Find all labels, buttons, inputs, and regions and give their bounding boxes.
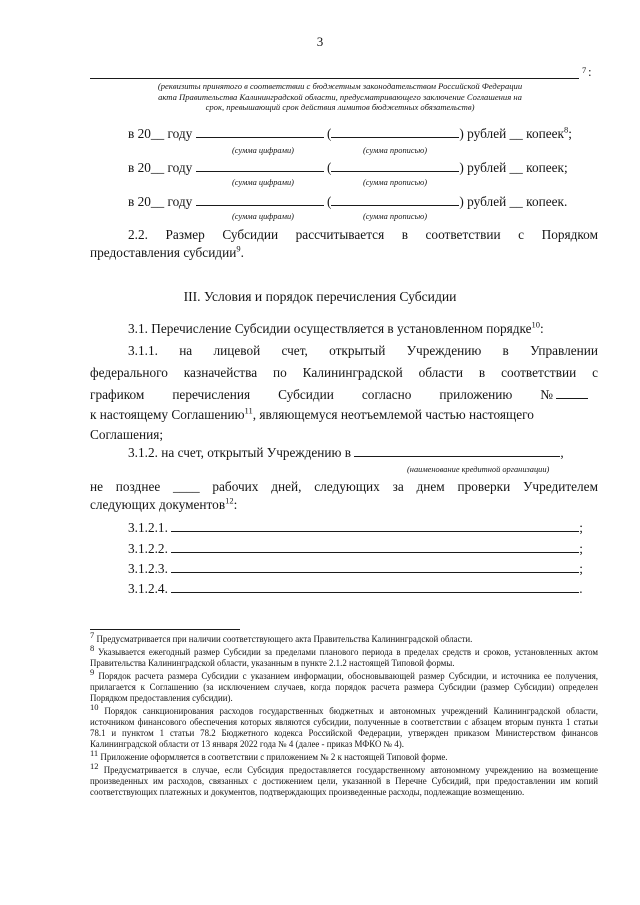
page-number: 3	[316, 34, 324, 49]
year-row-open: (	[326, 194, 332, 209]
footnote: $^{11}$ Приложение оформляется в соответствии с приложением № 2 к настоящей Типовой форме.	[90, 748, 448, 762]
year-row-tail: ) рублей __ копеек;	[459, 160, 568, 175]
credit-organization-field[interactable]	[354, 443, 560, 457]
paragraph-2-2-line: предоставления субсидии$^9$.	[90, 243, 244, 260]
footnote-ref-7: 7	[582, 65, 587, 75]
amount-digits-field[interactable]	[196, 158, 324, 172]
footnote-ref-8: 8	[563, 124, 569, 135]
year-row-open: (	[326, 126, 332, 141]
caption-digits: (сумма цифрами)	[232, 146, 294, 155]
amount-words-field[interactable]	[331, 158, 459, 172]
paragraph-3-1-1-line: к настоящему Соглашению$^{11}$, являющемуся неотъемлемой частью настоящего	[90, 405, 534, 422]
paragraph-3-1-1-line: 3.1.1. на лицевой счет, открытый Учреждению в Управлении	[128, 343, 598, 358]
document-item-field[interactable]	[171, 518, 579, 532]
paragraph-3-1-1-line: федерального казначейства по Калининградской области в соответствии с	[90, 365, 598, 380]
document-item: 3.1.2.2. ;	[128, 541, 583, 556]
caption-words: (сумма прописью)	[363, 212, 428, 221]
document-item: 3.1.2.1. ;	[128, 520, 583, 535]
footnote-mark: 9	[90, 667, 95, 678]
requisites-caption-line: (реквизиты принятого в соответствии с бюджетным законодательством Российской Федерации	[157, 81, 523, 91]
credit-organization-caption: (наименование кредитной организации)	[407, 465, 550, 474]
document-item-field[interactable]	[171, 579, 579, 593]
year-row-tail: ) рублей __ копеек	[459, 126, 564, 141]
footnote: $^7$ Предусматривается при наличии соответствующего акта Правительства Калининградской области.	[90, 630, 473, 644]
footnote-mark: 12	[90, 761, 99, 772]
document-item-field[interactable]	[171, 539, 579, 553]
requisites-caption	[90, 81, 590, 113]
footnote: $^9$ Порядок расчета размера Субсидии с указанием информации, обосновывающей размер Субсидии, и источника ее получения, прилагается к Соглашению (за исключением случаев, когда порядок расчета размера Субсидии (размер Субсидии) определен Порядком предоставления субсидии).	[90, 667, 599, 703]
footnote-mark: 8	[90, 643, 95, 654]
year-row-lead: в 20__ году	[128, 160, 193, 175]
paragraph-3-1-2: 3.1.2. на счет, открытый Учреждению в ,	[128, 445, 564, 460]
paragraph-3-1-1-line: графиком перечисления Субсидии согласно приложению №	[90, 385, 588, 403]
footnote: $^{12}$ Предусматривается в случае, если Субсидия предоставляется государственному автономному учреждению на возмещение произведенных им расходов, связанных с достижением цели, указанной в Перечне Субсидий, при предоставлении им копий соответствующих платежных и документов, подтверждающих произведенные расходы, подлежащие возмещению.	[90, 761, 599, 797]
document-item: 3.1.2.4. .	[128, 581, 583, 596]
requisites-colon: :	[588, 64, 592, 79]
amount-words-field[interactable]	[331, 124, 459, 138]
footnotes	[90, 630, 599, 798]
footnote-mark: 11	[90, 748, 99, 759]
paragraph-3-1: 3.1. Перечисление Субсидии осуществляется в установленном порядке$^{10}$:	[128, 319, 544, 336]
paragraph-2-2-line: 2.2. Размер Субсидии рассчитывается в соответствии с Порядком	[128, 227, 598, 242]
paragraph-3-1-2-line: следующих документов$^{12}$:	[90, 495, 238, 512]
document-item: 3.1.2.3. ;	[128, 561, 583, 576]
year-row	[128, 158, 568, 176]
amount-digits-field[interactable]	[196, 124, 324, 138]
annex-number-field[interactable]	[556, 385, 588, 399]
caption-digits: (сумма цифрами)	[232, 178, 294, 187]
footnote-ref-10: 10	[531, 319, 541, 330]
footnote-ref-9: 9	[236, 243, 241, 254]
caption-digits: (сумма цифрами)	[232, 212, 294, 221]
caption-words: (сумма прописью)	[363, 178, 428, 187]
footnote-separator	[90, 629, 240, 630]
requisites-caption-line: акта Правительства Калининградской области, предусматривающего заключение Соглашения на	[158, 91, 522, 102]
year-row-open: (	[326, 160, 332, 175]
year-row-lead: в 20__ году	[128, 126, 193, 141]
amount-words-field[interactable]	[331, 192, 459, 206]
section-title: III. Условия и порядок перечисления Субсидии	[183, 289, 457, 304]
year-row-lead: в 20__ году	[128, 194, 193, 209]
requisites-line	[90, 64, 579, 79]
footnote: $^8$ Указывается ежегодный размер Субсидии за пределами планового периода в пределах средств и сроков, установленных актом Правительства Калининградской области, указанным в пункте 2.1.2 настоящей Типовой формы.	[90, 643, 599, 668]
year-row-tail: ) рублей __ копеек.	[459, 194, 568, 209]
document-item-field[interactable]	[171, 559, 579, 573]
footnote: $^{10}$ Порядок санкционирования расходов государственных бюджетных и автономных учреждений Калининградской области, источником финансового обеспечения которых являются субсидии, полученные в соответствии с абзацем вторым пункта 1 статьи 78.1 и пунктом 1 статьи 78.2 Бюджетного кодекса Российской Федерации, утвержден приказом Министерством финансов Калининградской области от 13 января 2022 года № 4 (далее - приказ МФКО № 4).	[90, 702, 598, 749]
caption-words: (сумма прописью)	[363, 146, 428, 155]
year-row	[128, 124, 572, 142]
footnote-mark: 7	[90, 630, 95, 641]
paragraph-3-1-2-line: не позднее ____ рабочих дней, следующих за днем проверки Учредителем	[90, 479, 598, 494]
footnote-ref-12: 12	[225, 495, 234, 506]
year-row-end: ;	[568, 126, 572, 141]
footnote-mark: 10	[90, 702, 99, 713]
footnote-ref-11: 11	[244, 405, 253, 416]
amount-digits-field[interactable]	[196, 192, 324, 206]
paragraph-3-1-1-line: Соглашения;	[90, 427, 164, 442]
requisites-caption-line: срок, превышающий срок действия лимитов бюджетных обязательств)	[205, 102, 475, 112]
year-row	[128, 192, 567, 210]
